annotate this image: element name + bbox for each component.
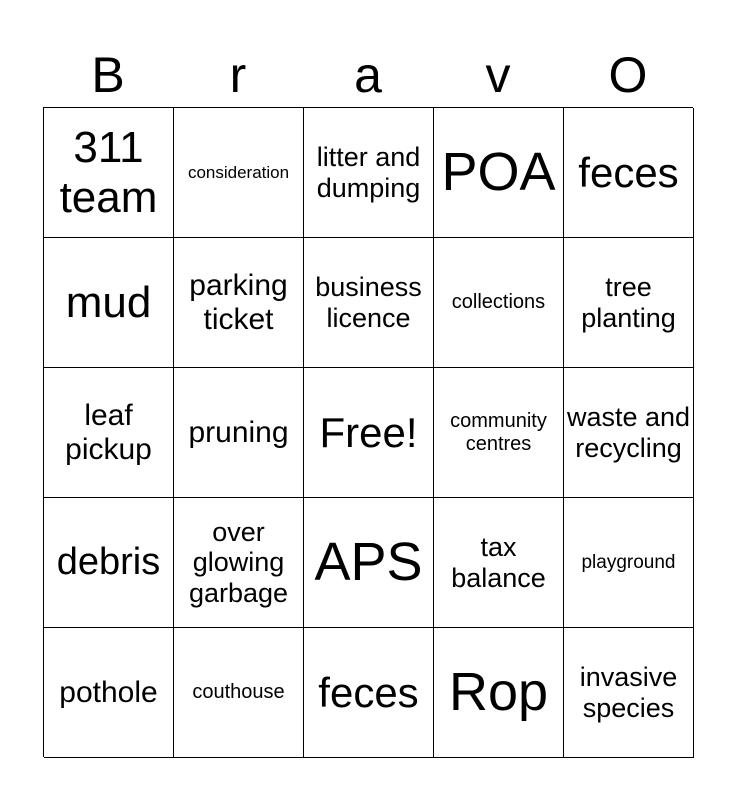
cell-label: leaf pickup (65, 398, 152, 466)
cell-label: invasive species (579, 662, 678, 723)
bingo-cell-3-2[interactable] (174, 368, 304, 498)
cell-label: pothole (59, 675, 158, 709)
bingo-cell-4-1[interactable] (44, 498, 174, 628)
bingo-cell-5-2[interactable] (174, 628, 304, 758)
bingo-cell-1-3[interactable] (304, 108, 434, 238)
cell-label: community centres (450, 410, 547, 455)
cell-label: waste and recycling (566, 402, 691, 463)
cell-label: couthouse (192, 681, 285, 704)
bingo-cell-2-3[interactable] (304, 238, 434, 368)
bingo-cell-4-5[interactable] (564, 498, 694, 628)
bingo-cell-1-5[interactable] (564, 108, 694, 238)
header-letter-v: v (485, 47, 511, 103)
cell-label: feces (578, 148, 679, 196)
bingo-cell-2-4[interactable] (434, 238, 564, 368)
header-letter-o: O (608, 47, 648, 103)
header-letter-b: B (91, 47, 125, 103)
bingo-cell-3-1[interactable] (44, 368, 174, 498)
cell-label: parking ticket (189, 268, 288, 336)
bingo-cell-5-3[interactable] (304, 628, 434, 758)
cell-label: feces (318, 668, 419, 716)
cell-label: over glowing garbage (188, 517, 289, 608)
bingo-cell-2-1[interactable] (44, 238, 174, 368)
cell-label: pruning (188, 415, 289, 449)
bingo-cell-2-2[interactable] (174, 238, 304, 368)
cell-label: tax balance (451, 532, 546, 593)
cell-label: collections (451, 291, 546, 314)
bingo-cell-5-1[interactable] (44, 628, 174, 758)
bingo-cell-5-5[interactable] (564, 628, 694, 758)
cell-label: Rop (448, 662, 549, 723)
bingo-cell-3-3[interactable] (304, 368, 434, 498)
cell-label: debris (56, 541, 161, 584)
cell-label: 311 team (59, 123, 158, 222)
cell-label: litter and dumping (316, 142, 421, 203)
bingo-board (43, 107, 693, 757)
cell-label: tree planting (581, 272, 676, 333)
cell-label: Free! (319, 408, 418, 456)
bingo-header (43, 44, 693, 106)
bingo-cell-4-3[interactable] (304, 498, 434, 628)
bingo-cell-1-1[interactable] (44, 108, 174, 238)
bingo-cell-1-4[interactable] (434, 108, 564, 238)
cell-label: mud (65, 277, 152, 327)
cell-label: playground (581, 551, 676, 573)
bingo-cell-4-4[interactable] (434, 498, 564, 628)
header-letter-a: a (354, 47, 382, 103)
bingo-cell-5-4[interactable] (434, 628, 564, 758)
bingo-cell-3-4[interactable] (434, 368, 564, 498)
cell-label: POA (441, 142, 556, 203)
bingo-cell-2-5[interactable] (564, 238, 694, 368)
cell-label: business licence (315, 272, 422, 333)
cell-label: APS (314, 532, 423, 593)
cell-label: consideration (187, 162, 290, 182)
bingo-cell-4-2[interactable] (174, 498, 304, 628)
header-letter-r: r (229, 47, 247, 103)
bingo-cell-3-5[interactable] (564, 368, 694, 498)
bingo-cell-1-2[interactable] (174, 108, 304, 238)
